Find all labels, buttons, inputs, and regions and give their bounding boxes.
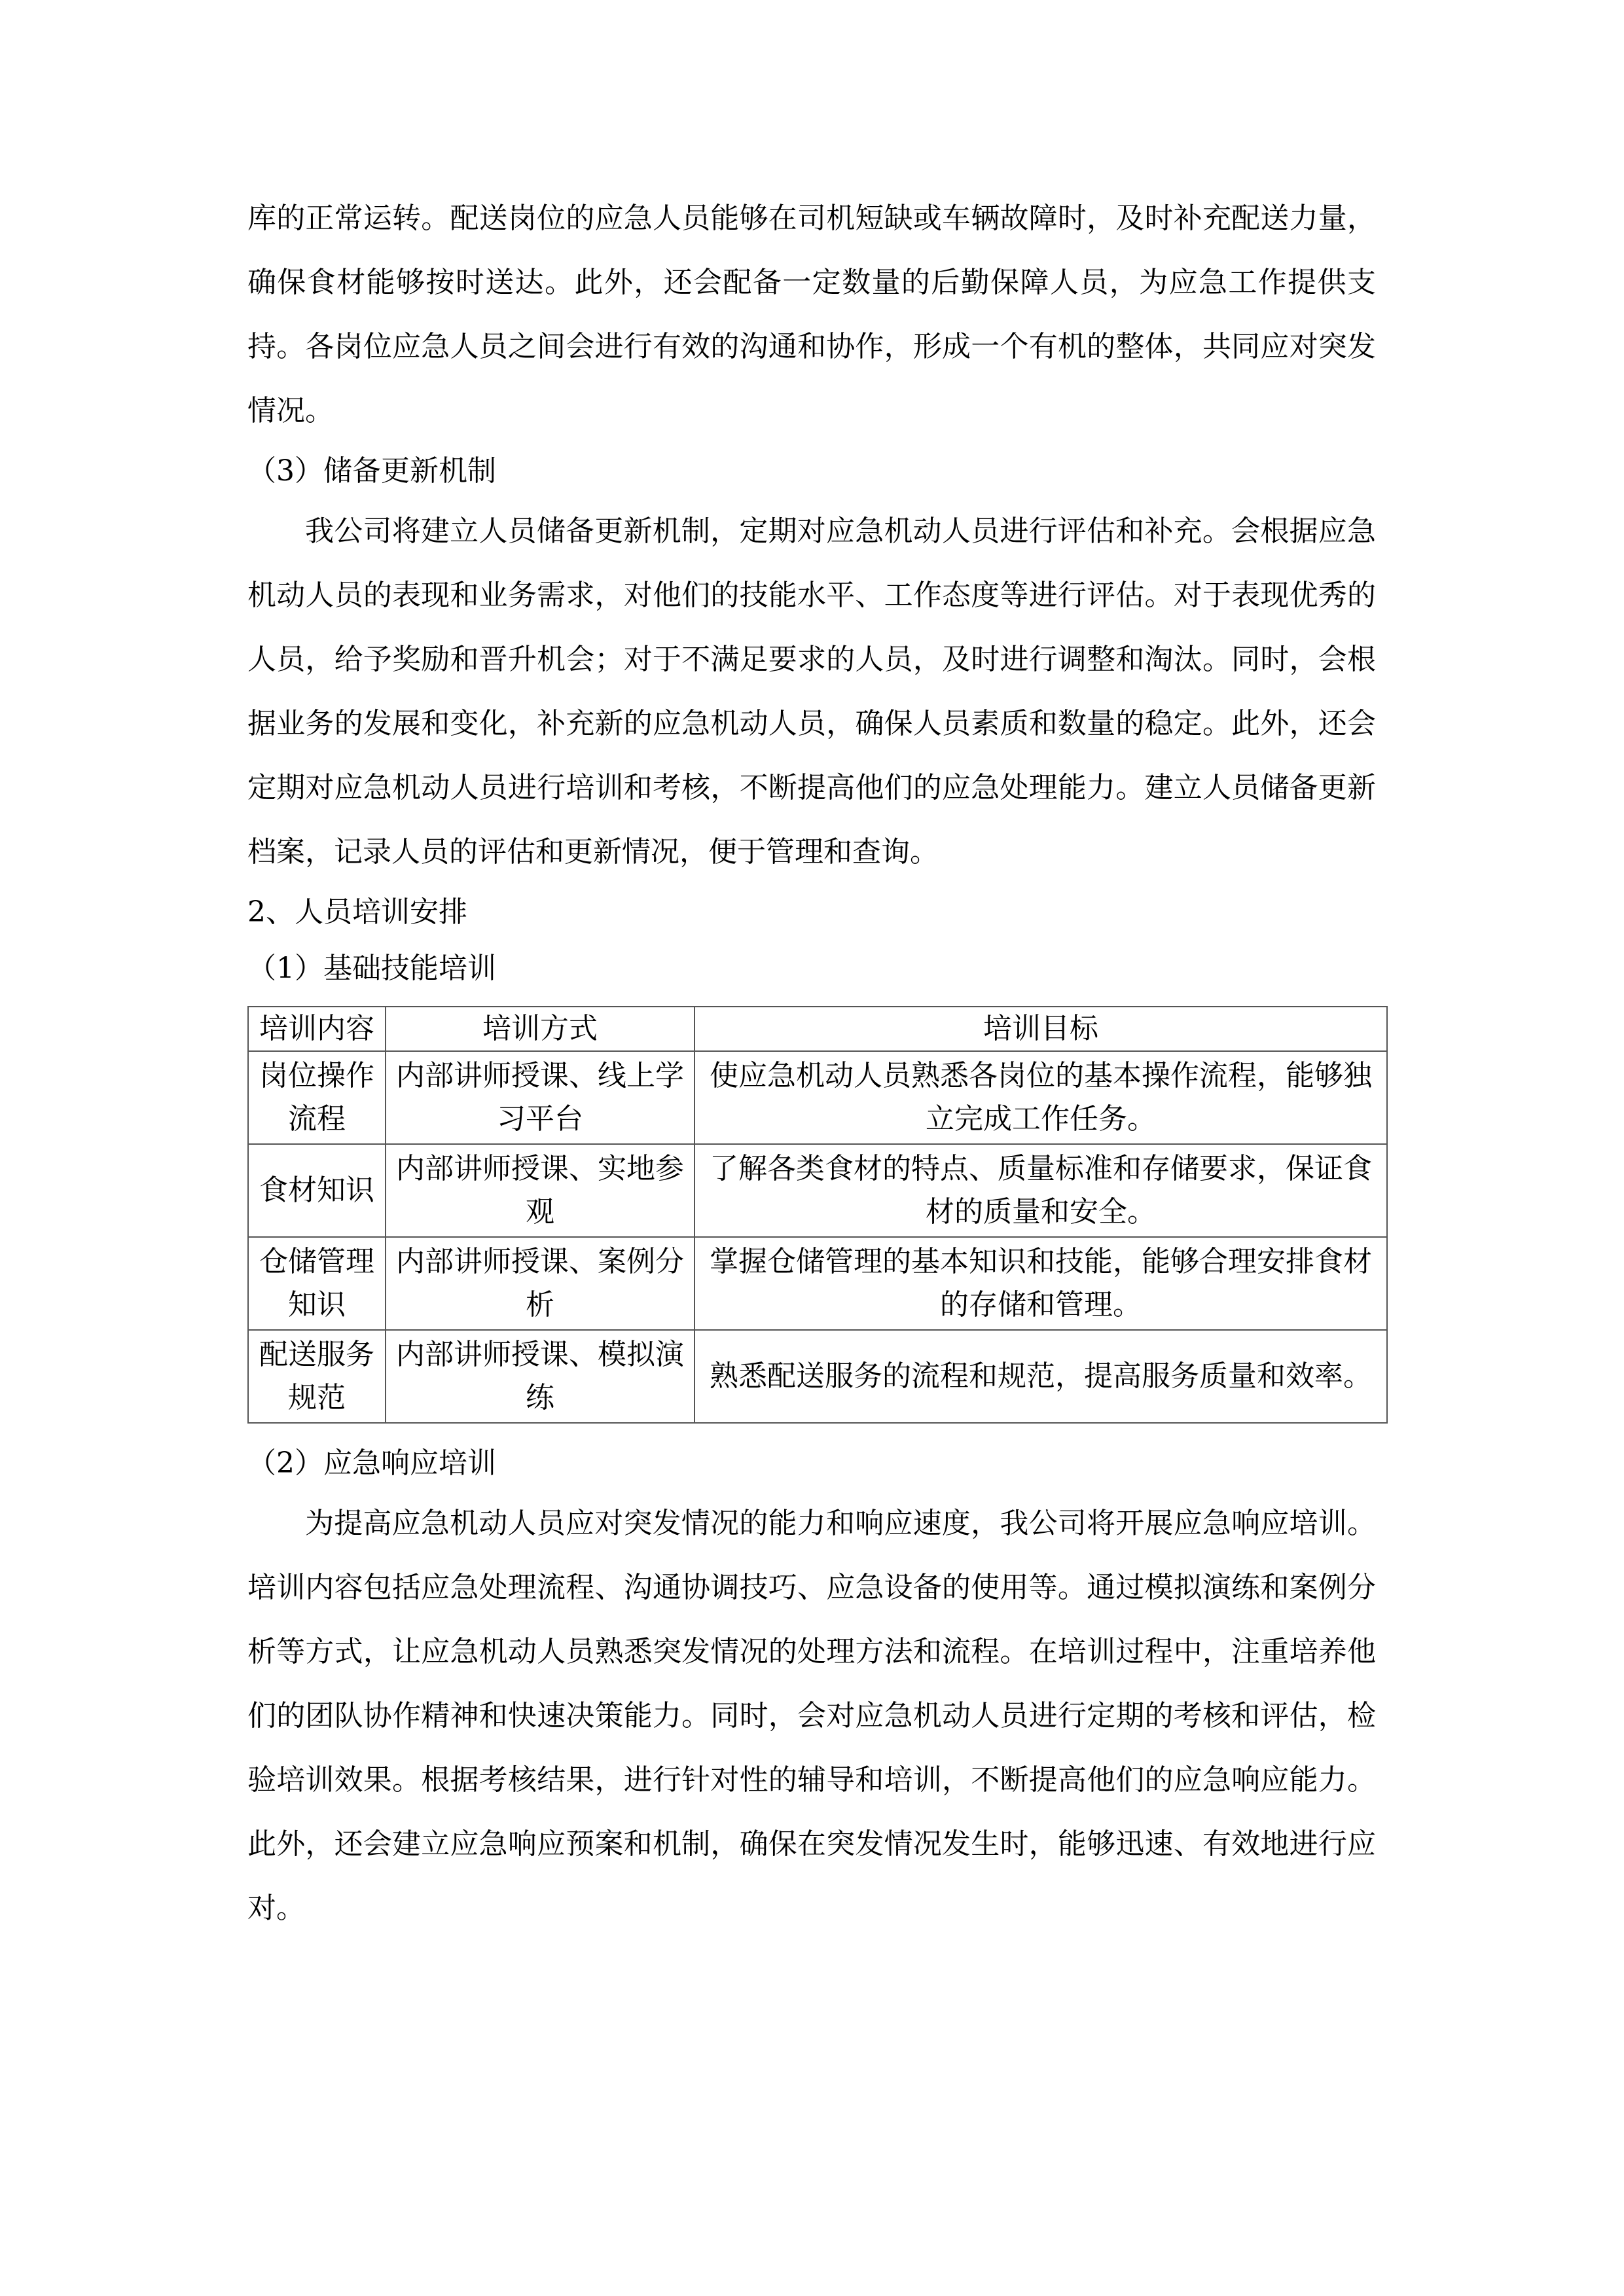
reserve-update-paragraph: 我公司将建立人员储备更新机制，定期对应急机动人员进行评估和补充。会根据应急机动人员的表现和业务需求，对他们的技能水平、工作态度等进行评估。对于表现优秀的人员，给予奖励和晋升机会；对于不满足要求的人员，及时进行调整和淘汰。同时，会根据业务的发展和变化，补充新的应急机动人员，确保人员素质和数量的稳定。此外，还会定期对应急机动人员进行培训和考核，不断提高他们的应急处理能力。建立人员储备更新档案，记录人员的评估和更新情况，便于管理和查询。: [247, 514, 1376, 869]
table-row: [248, 1237, 1387, 1330]
training-table: [247, 1006, 1388, 1424]
table-cell-goal: 掌握仓储管理的基本知识和技能，能够合理安排食材的存储和管理。: [695, 1237, 1387, 1330]
subheading-basic-skills: （1）基础技能培训: [247, 952, 496, 985]
subheading-emergency-response: （2）应急响应培训: [247, 1446, 496, 1480]
table-cell-goal: 使应急机动人员熟悉各岗位的基本操作流程，能够独立完成工作任务。: [695, 1051, 1387, 1144]
table-header-cell: 培训方式: [386, 1007, 695, 1051]
table-cell-content: 岗位操作流程: [248, 1051, 386, 1144]
page-content: [247, 187, 1376, 1941]
table-cell-content: 配送服务规范: [248, 1330, 386, 1423]
table-row: [248, 1144, 1387, 1237]
table-cell-method: 内部讲师授课、线上学习平台: [386, 1051, 695, 1144]
section-heading-training: 2、人员培训安排: [247, 895, 467, 929]
table-cell-method: 内部讲师授课、案例分析: [386, 1237, 695, 1330]
continued-paragraph: 库的正常运转。配送岗位的应急人员能够在司机短缺或车辆故障时，及时补充配送力量，确保食材能够按时送达。此外，还会配备一定数量的后勤保障人员，为应急工作提供支持。各岗位应急人员之间会进行有效的沟通和协作，形成一个有机的整体，共同应对突发情况。: [247, 202, 1376, 427]
table-cell-goal: 熟悉配送服务的流程和规范，提高服务质量和效率。: [695, 1330, 1387, 1423]
table-header-cell: 培训内容: [248, 1007, 386, 1051]
table-row: [248, 1330, 1387, 1423]
table-header-row: [248, 1007, 1387, 1051]
table-row: [248, 1051, 1387, 1144]
table-cell-content: 仓储管理知识: [248, 1237, 386, 1330]
table-cell-method: 内部讲师授课、模拟演练: [386, 1330, 695, 1423]
emergency-response-paragraph: 为提高应急机动人员应对突发情况的能力和响应速度，我公司将开展应急响应培训。培训内容包括应急处理流程、沟通协调技巧、应急设备的使用等。通过模拟演练和案例分析等方式，让应急机动人员熟悉突发情况的处理方法和流程。在培训过程中，注重培养他们的团队协作精神和快速决策能力。同时，会对应急机动人员进行定期的考核和评估，检验培训效果。根据考核结果，进行针对性的辅导和培训，不断提高他们的应急响应能力。此外，还会建立应急响应预案和机制，确保在突发情况发生时，能够迅速、有效地进行应对。: [247, 1507, 1376, 1925]
section-heading-reserve-update: （3）储备更新机制: [247, 454, 496, 488]
table-header-cell: 培训目标: [695, 1007, 1387, 1051]
table-cell-method: 内部讲师授课、实地参观: [386, 1144, 695, 1237]
table-cell-content: 食材知识: [248, 1144, 386, 1237]
table-cell-goal: 了解各类食材的特点、质量标准和存储要求，保证食材的质量和安全。: [695, 1144, 1387, 1237]
